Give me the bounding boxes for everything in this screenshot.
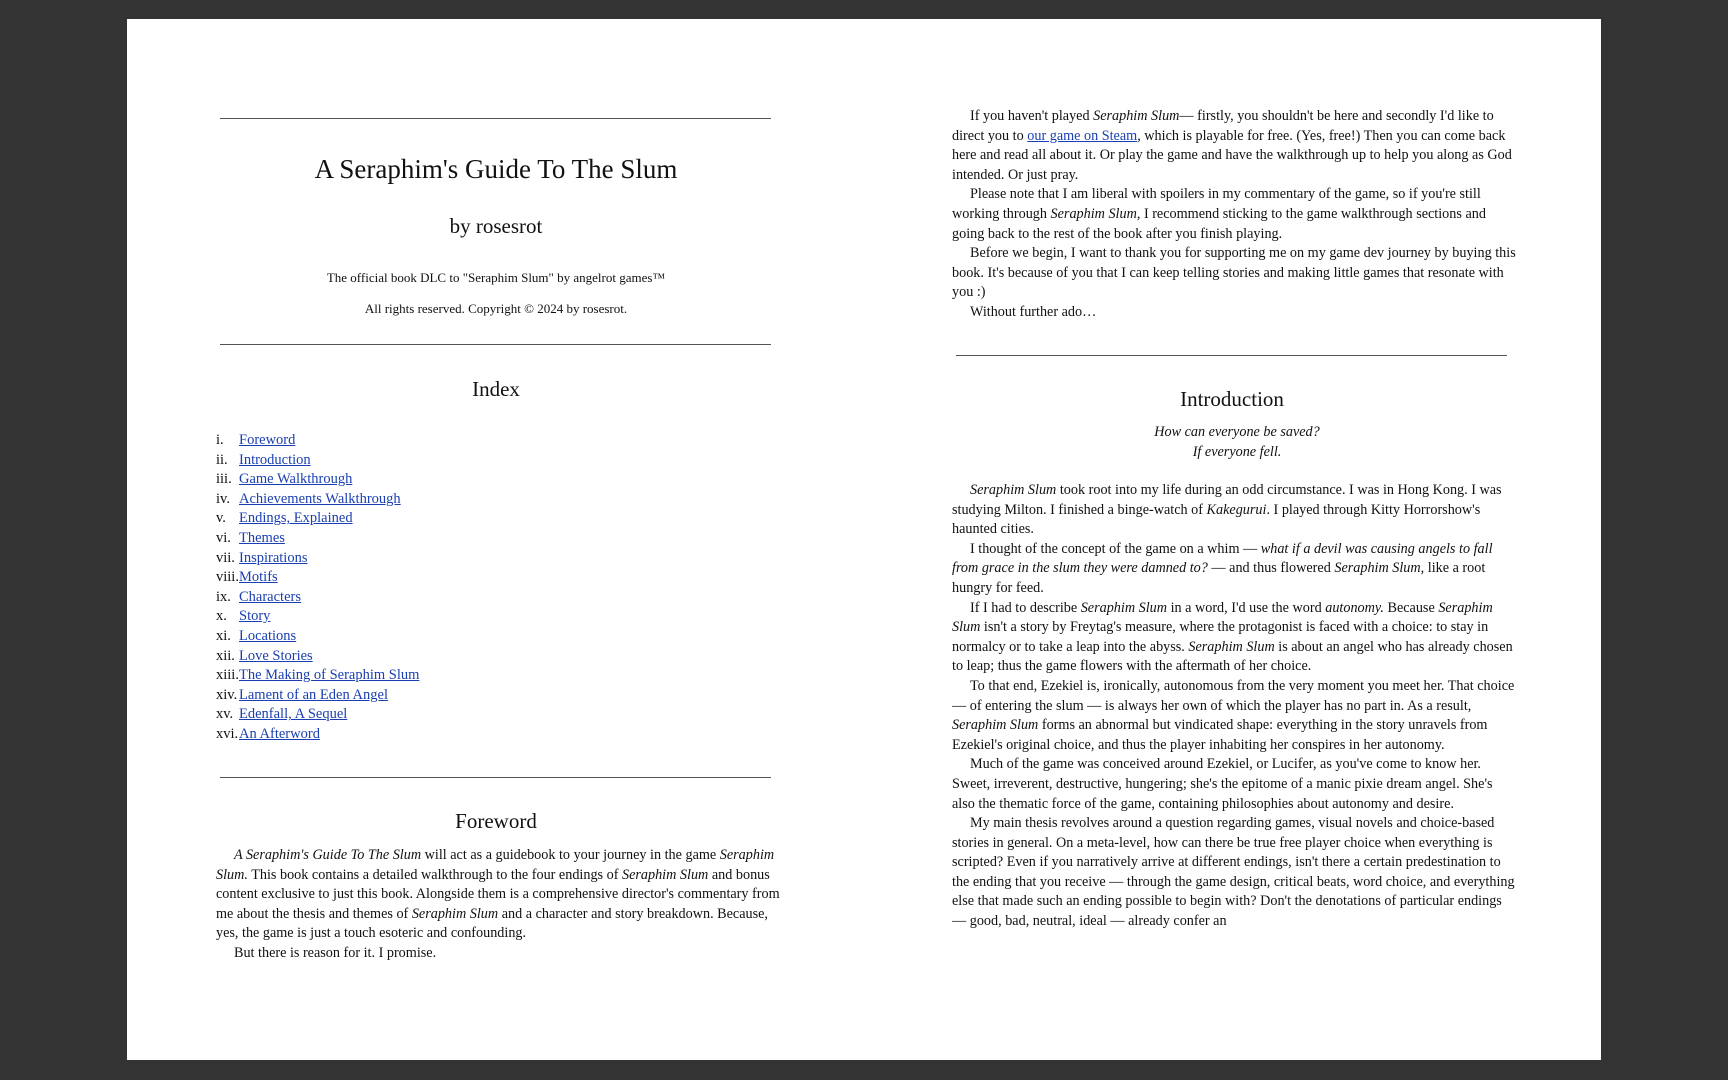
index-item-number: vii. (216, 549, 235, 566)
index-item (216, 607, 776, 627)
index-link[interactable]: Themes (239, 529, 285, 546)
index-item-number: xiii. (216, 667, 239, 684)
index-item (216, 549, 776, 569)
author-byline: by rosesrot (449, 214, 543, 238)
index-item (216, 470, 776, 490)
index-item (216, 705, 776, 725)
index-link[interactable]: Foreword (239, 432, 296, 448)
index-item (216, 627, 776, 647)
foreword-rule (220, 777, 771, 778)
index-link[interactable]: Introduction (239, 451, 311, 468)
title-rule-bottom (220, 344, 771, 345)
foreword-paragraph-1 (216, 846, 781, 944)
text-run: I thought of the concept of the game on a whim — (970, 540, 1261, 557)
text-run: Because (1383, 599, 1439, 616)
concept-quote: what if a devil was causing angels to fall from grace in the slum they were damned to? (952, 540, 1493, 577)
text-run: — and thus flowered (1207, 560, 1335, 577)
index-item-number: xv. (216, 706, 234, 723)
index-item (216, 666, 776, 686)
foreword-paragraph-2: But there is reason for it. I promise. (234, 944, 437, 961)
game-title: Seraphim Slum (1093, 108, 1180, 124)
index-item-number: viii. (216, 569, 239, 586)
game-title: Seraphim Slum (621, 866, 709, 883)
introduction-body (952, 481, 1517, 932)
game-title: Seraphim Slum. (216, 847, 775, 883)
index-item (216, 490, 776, 510)
book-title: A Seraphim's Guide To The Slum (314, 154, 678, 184)
text-run: took root into my life during an odd circumstance. I was in Hong Kong. I was studying Milton. I finished a binge-watch of (952, 482, 1502, 518)
index-item (216, 725, 776, 745)
introduction-paragraph-5: Much of the game was conceived around Ezekiel, or Lucifer, as you've come to know her. Sweet, irreverent, destructive, hungering; she's the epitome of a manic pixie dream angel. She's also the thematic force of the game, containing philosophies about autonomy and desire. (952, 756, 1493, 812)
index-item-number: xii. (216, 647, 235, 664)
index-item-number: xiv. (216, 686, 238, 703)
index-link[interactable]: Achievements Walkthrough (239, 490, 401, 507)
preface-paragraph-1 (952, 107, 1517, 185)
index-link[interactable]: Edenfall, A Sequel (239, 706, 348, 723)
copyright-notice: All rights reserved. Copyright © 2024 by rosesrot. (364, 301, 628, 316)
introduction-paragraph-1 (952, 481, 1517, 540)
game-title: Seraphim Slum (1188, 638, 1275, 655)
index-link[interactable]: Endings, Explained (239, 510, 353, 527)
index-item (216, 451, 776, 471)
preface-paragraph-4: Without further ado… (970, 303, 1097, 320)
index-link[interactable]: An Afterword (239, 725, 320, 742)
text-run: is about an angel who has already chosen to leap; thus the game flowers with the aftermath of her choice. (952, 638, 1513, 675)
introduction-paragraph-6: My main thesis revolves around a question regarding games, visual novels and choice-based stories in general. On a meta-level, how can there be true free player choice when everything is scripted? Even if you narratively arrive at different endings, isn't there a certain predestination to the ending that you receive — through the game design, critical beats, word choice, and everything else that made such an ending possible to begin with? Don't the denotations of particular endings — good, bad, neutral, ideal — already confer an (952, 815, 1515, 930)
index-link[interactable]: Lament of an Eden Angel (239, 686, 388, 703)
index-item (216, 647, 776, 667)
text-run: — firstly, you shouldn't be here and secondly I'd like to direct you to (952, 108, 1494, 144)
index-item-number: v. (216, 510, 226, 527)
game-title: Seraphim Slum (970, 482, 1057, 498)
text-run: , which is playable for free. (Yes, free!) Then you can come back here and read all about it. Or play the game and have the walkthrough up to help you along as God intended. Or just pray. (952, 127, 1512, 183)
text-run: To that end, Ezekiel is, ironically, autonomous from the very moment you meet her. That choice — of entering the slum — is always her own of which the player has no part in. As a result, (952, 677, 1515, 714)
index-item-number: ix. (216, 588, 231, 605)
text-run: This book contains a detailed walkthrough to the four endings of (247, 866, 622, 883)
index-item-number: ii. (216, 451, 228, 468)
text-run: will act as a guidebook to your journey in the game (421, 847, 720, 863)
text-run: I recommend sticking to the game walkthrough sections and going back to the rest of the book after you finish playing. (952, 205, 1486, 242)
game-title: Seraphim Slum (952, 717, 1039, 734)
game-title: Seraphim Slum (411, 905, 499, 922)
index-item (216, 686, 776, 706)
game-title: Seraphim Slum (1080, 599, 1168, 616)
text-run: like a root hungry for feed. (952, 560, 1486, 596)
introduction-paragraph-3 (952, 599, 1517, 677)
introduction-paragraph-4 (952, 677, 1517, 755)
index-item (216, 568, 776, 588)
index-item-number: x. (216, 608, 227, 625)
foreword-body (216, 846, 781, 964)
game-title: Seraphim Slum, (1050, 205, 1141, 222)
index-link[interactable]: Story (239, 608, 271, 625)
index-list (216, 431, 776, 745)
text-run: isn't a story by Freytag's measure, where the protagonist is faced with a choice: to stay in normalcy or to take a leap into the abyss. (952, 619, 1489, 655)
index-heading: Index (472, 377, 520, 401)
introduction-paragraph-2 (952, 540, 1517, 599)
epigraph-line-2: If everyone fell. (1192, 443, 1282, 460)
text-run: forms an abnormal but vindicated shape: everything in the story unravels from Ezekiel's original choice, and thus the player inhabiting her conspires in her autonomy. (952, 717, 1488, 753)
index-link[interactable]: Love Stories (239, 647, 313, 664)
preface-paragraph-2 (952, 185, 1517, 244)
index-item (216, 431, 776, 451)
introduction-epigraph (952, 423, 1522, 462)
text-run: . I played through Kitty Horrorshow's haunted cities. (952, 501, 1481, 538)
index-item (216, 529, 776, 549)
preface-paragraph-3: Before we begin, I want to thank you for supporting me on my game dev journey by buying this book. It's because of you that I can keep telling stories and making little games that resonate with you :) (952, 245, 1516, 301)
foreword-book-title: A Seraphim's Guide To The Slum (234, 847, 422, 863)
book-subtitle: The official book DLC to "Seraphim Slum" by angelrot games™ (326, 270, 666, 285)
game-title: Seraphim Slum, (1334, 560, 1425, 577)
text-run: and bonus content exclusive to just this book. Alongside them is a comprehensive director's commentary from me about the thesis and themes of (216, 866, 780, 922)
index-link[interactable]: Characters (239, 588, 301, 605)
index-item (216, 588, 776, 608)
foreword-heading: Foreword (455, 809, 537, 833)
index-item-number: i. (216, 432, 224, 448)
index-link[interactable]: The Making of Seraphim Slum (239, 667, 420, 684)
text-run: If I had to describe (970, 599, 1081, 616)
emphasis: autonomy. (1325, 599, 1384, 616)
index-item-number: xi. (216, 627, 231, 644)
index-link[interactable]: Motifs (239, 569, 278, 586)
introduction-heading: Introduction (1180, 387, 1284, 411)
preface-body (952, 107, 1517, 323)
book-spread (127, 19, 1601, 1060)
index-item (216, 509, 776, 529)
text-run: If you haven't played (970, 108, 1094, 124)
index-item-number: xvi. (216, 725, 239, 742)
text-run: Please note that I am liberal with spoilers in my commentary of the game, so if you're still working through (952, 186, 1481, 222)
title-rule-top (220, 118, 771, 119)
index-item-number: iv. (216, 490, 230, 507)
text-run: in a word, I'd use the word (1167, 599, 1326, 616)
index-link[interactable]: Inspirations (239, 549, 308, 566)
introduction-rule (956, 355, 1507, 356)
epigraph-line-1: How can everyone be saved? (1154, 424, 1320, 440)
index-link[interactable]: Locations (239, 627, 297, 644)
steam-game-link[interactable]: our game on Steam (1027, 127, 1138, 144)
show-title: Kakegurui (1206, 501, 1267, 518)
index-item-number: iii. (216, 471, 232, 488)
game-title: Seraphim Slum (952, 599, 1493, 636)
text-run: and a character and story breakdown. Because, yes, the game is just a touch esoteric and confounding. (216, 905, 768, 942)
index-item-number: vi. (216, 529, 231, 546)
index-link[interactable]: Game Walkthrough (239, 471, 353, 488)
